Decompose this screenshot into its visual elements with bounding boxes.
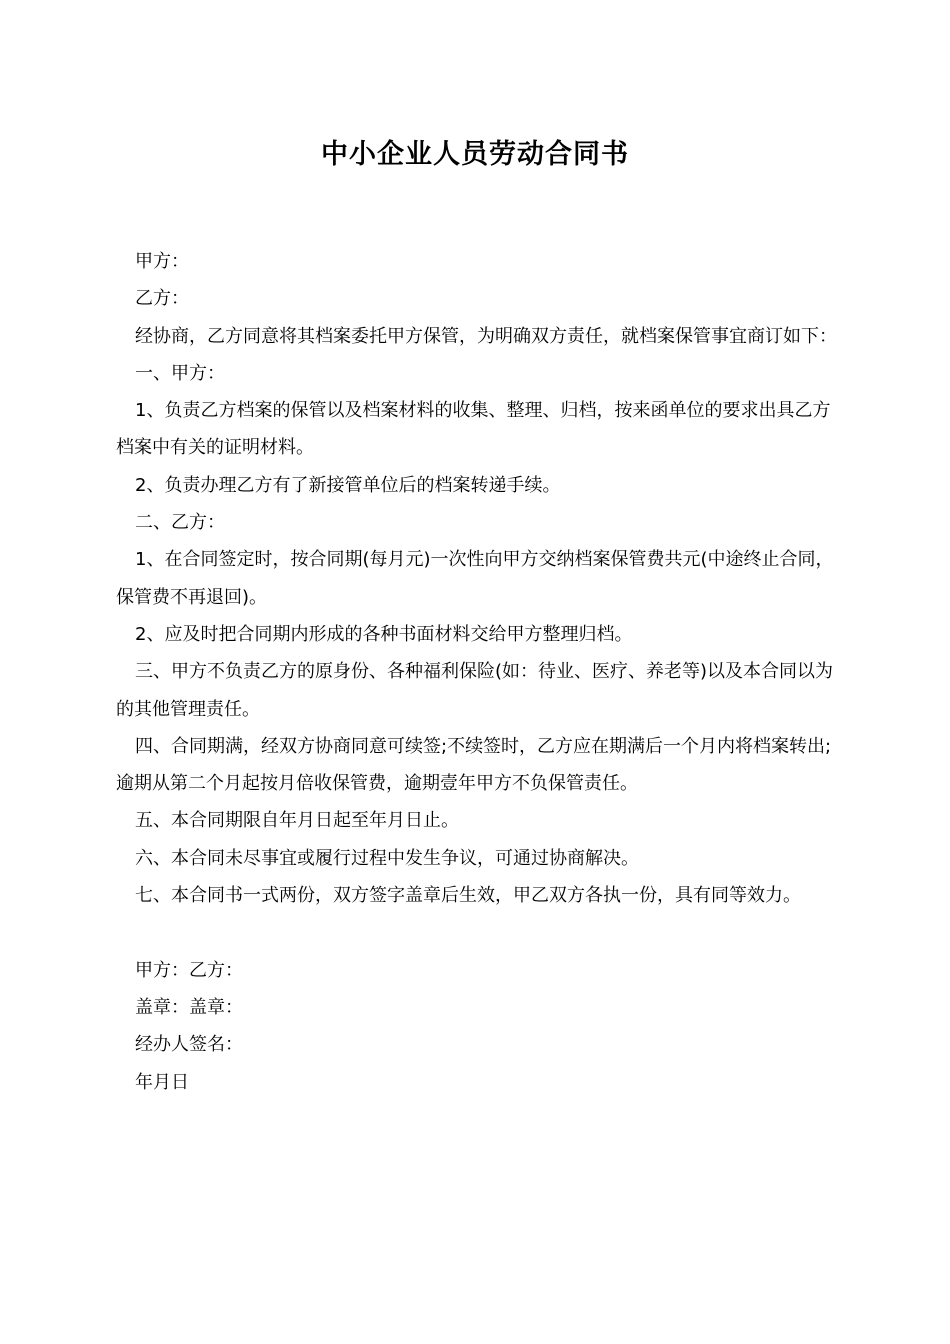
signature-parties: 甲方：乙方：	[135, 959, 243, 981]
section1-item2: 2、负责办理乙方有了新接管单位后的档案转递手续。	[135, 474, 561, 496]
clause-7: 七、本合同书一式两份，双方签字盖章后生效，甲乙双方各执一份，具有同等效力。	[135, 885, 801, 907]
contract-body	[116, 243, 848, 1101]
section2-item2: 2、应及时把合同期内形成的各种书面材料交给甲方整理归档。	[135, 623, 633, 645]
section2-item1: 1、在合同签定时，按合同期(每月元)一次性向甲方交纳档案保管费共元(中途终止合同，保管费不再退回)。	[116, 549, 834, 608]
section1-heading: 一、甲方：	[135, 362, 225, 384]
clause-5: 五、本合同期限自年月日起至年月日止。	[135, 810, 459, 832]
clause-4: 四、合同期满，经双方协商同意可续签;不续签时，乙方应在期满后一个月内将档案转出;逾期从第二个月起按月倍收保管费，逾期壹年甲方不负保管责任。	[116, 735, 832, 795]
clause-3: 三、甲方不负责乙方的原身份、各种福利保险(如：待业、医疗、养老等)以及本合同以为的其他管理责任。	[116, 661, 834, 720]
signature-agent: 经办人签名：	[135, 1034, 243, 1056]
document-title: 中小企业人员劳动合同书	[321, 139, 629, 170]
party-b-line: 乙方：	[135, 288, 189, 310]
signature-seals: 盖章：盖章：	[135, 996, 243, 1018]
clause-6: 六、本合同未尽事宜或履行过程中发生争议，可通过协商解决。	[135, 847, 639, 869]
intro-paragraph: 经协商，乙方同意将其档案委托甲方保管，为明确双方责任，就档案保管事宜商订如下：	[135, 325, 837, 347]
party-a-line: 甲方：	[135, 251, 189, 272]
signature-date: 年月日	[135, 1071, 189, 1093]
signature-spacer	[116, 914, 848, 951]
section2-heading: 二、乙方：	[135, 512, 225, 534]
section1-item1: 1、负责乙方档案的保管以及档案材料的收集、整理、归档，按来函单位的要求出具乙方档案中有关的证明材料。	[116, 400, 831, 459]
